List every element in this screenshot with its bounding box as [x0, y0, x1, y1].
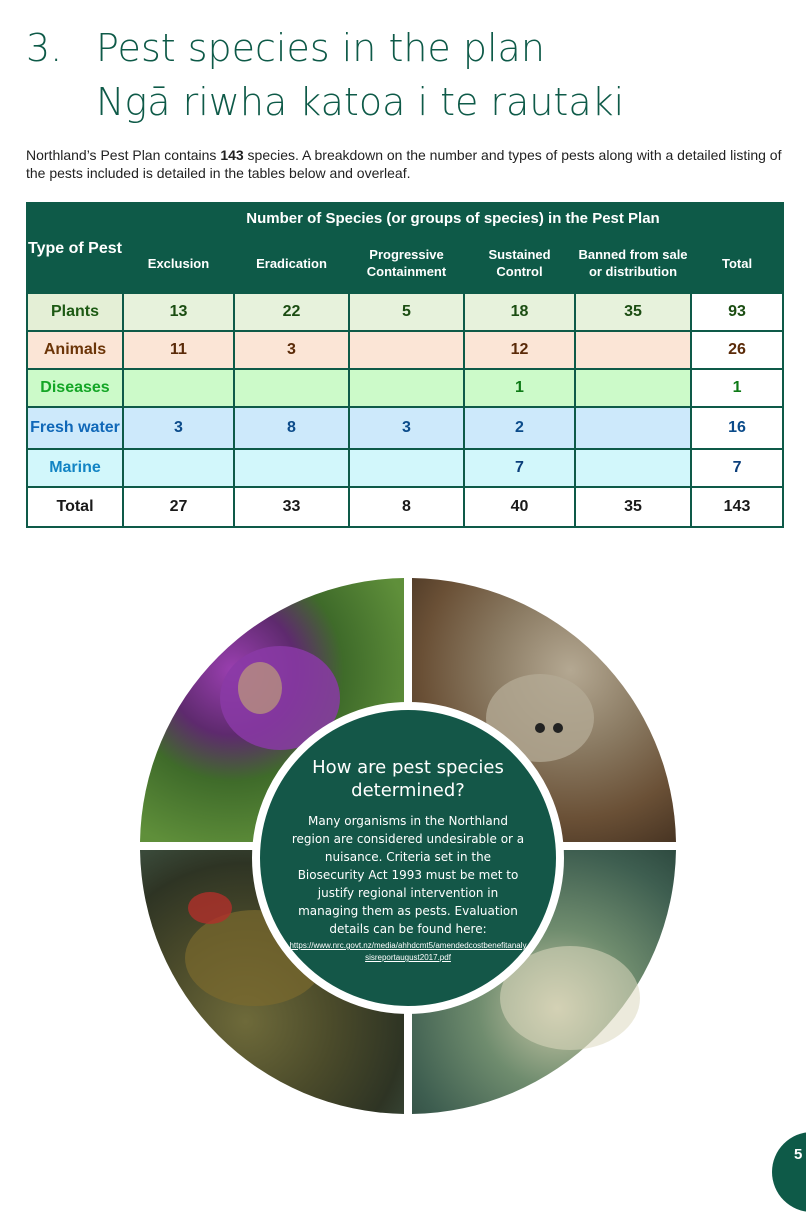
- table-cell: [123, 449, 234, 487]
- table-cell: 3: [349, 407, 464, 449]
- intro-text-start: Northland’s Pest Plan contains: [26, 147, 221, 163]
- table-cell: 7: [464, 449, 575, 487]
- column-header-sustained-control: Sustained Control: [464, 233, 575, 293]
- row-label: Marine: [27, 449, 123, 487]
- column-header-eradication: Eradication: [234, 233, 349, 293]
- intro-species-count: 143: [220, 147, 244, 163]
- table-cell: [123, 369, 234, 407]
- table-cell-total: 1: [691, 369, 783, 407]
- row-label: Total: [27, 487, 123, 527]
- table-cell: [575, 369, 691, 407]
- row-label: Plants: [27, 293, 123, 331]
- table-cell: 27: [123, 487, 234, 527]
- table-cell: 3: [123, 407, 234, 449]
- table-row-total: [27, 487, 783, 527]
- table-cell-total: 93: [691, 293, 783, 331]
- column-header-total: Total: [691, 233, 783, 293]
- table-cell: 35: [575, 487, 691, 527]
- page-number-tab: [772, 1132, 806, 1212]
- table-cell: 35: [575, 293, 691, 331]
- intro-text-end: species. A breakdown on the number and types of pests along with a detailed listing of the pests included is detailed in the tables below and overleaf.: [26, 147, 782, 181]
- table-cell: [349, 449, 464, 487]
- pest-photo-circle: [140, 578, 676, 1114]
- column-header-exclusion: Exclusion: [123, 233, 234, 293]
- table-cell: 11: [123, 331, 234, 369]
- info-circle: [252, 702, 564, 1014]
- evaluation-report-link[interactable]: https://www.nrc.govt.nz/media/ahhdcmt5/amendedcostbenefitanalysisreportaugust2017.pdf: [289, 941, 527, 962]
- table-cell-total: 16: [691, 407, 783, 449]
- table-cell-total: 143: [691, 487, 783, 527]
- table-row-plants: [27, 293, 783, 331]
- table-cell: 22: [234, 293, 349, 331]
- table-cell: [349, 369, 464, 407]
- table-cell: 3: [234, 331, 349, 369]
- table-cell: 18: [464, 293, 575, 331]
- info-body: Many organisms in the Northland region are considered undesirable or a nuisance. Criteria set in the Biosecurity Act 1993 must be met to justify regional intervention in managing them as pests. Evaluation details can be found here:: [291, 814, 525, 936]
- row-label: Animals: [27, 331, 123, 369]
- table-cell: [234, 449, 349, 487]
- table-cell: [575, 449, 691, 487]
- table-cell: [575, 407, 691, 449]
- row-label: Diseases: [27, 369, 123, 407]
- column-header-progressive-containment: Progressive Containment: [349, 233, 464, 293]
- species-count-group-header: Number of Species (or groups of species) in the Pest Plan: [123, 203, 783, 233]
- table-cell: 2: [464, 407, 575, 449]
- pest-species-table: [26, 202, 784, 528]
- table-cell: 40: [464, 487, 575, 527]
- table-row-marine: [27, 449, 783, 487]
- table-row-fresh-water: [27, 407, 783, 449]
- table-cell: [575, 331, 691, 369]
- page-number: 5: [794, 1146, 803, 1163]
- table-cell: 12: [464, 331, 575, 369]
- table-cell: 5: [349, 293, 464, 331]
- row-label: Fresh water: [27, 407, 123, 449]
- table-cell: 33: [234, 487, 349, 527]
- table-cell: [349, 331, 464, 369]
- type-of-pest-header: Type of Pest: [27, 203, 123, 293]
- table-cell-total: 7: [691, 449, 783, 487]
- info-question: How are pest species determined?: [312, 757, 504, 801]
- intro-paragraph: [26, 146, 786, 182]
- table-row-diseases: [27, 369, 783, 407]
- section-number: 3.: [26, 26, 63, 70]
- table-row-animals: [27, 331, 783, 369]
- table-cell: 8: [349, 487, 464, 527]
- table-cell: 1: [464, 369, 575, 407]
- section-title-english: Pest species in the plan: [96, 26, 545, 70]
- column-header-banned-from-sale: Banned from sale or distribution: [575, 233, 691, 293]
- table-cell: 8: [234, 407, 349, 449]
- section-title-maori: Ngā riwha katoa i te rautaki: [96, 80, 625, 124]
- table-cell: [234, 369, 349, 407]
- table-cell: 13: [123, 293, 234, 331]
- table-cell-total: 26: [691, 331, 783, 369]
